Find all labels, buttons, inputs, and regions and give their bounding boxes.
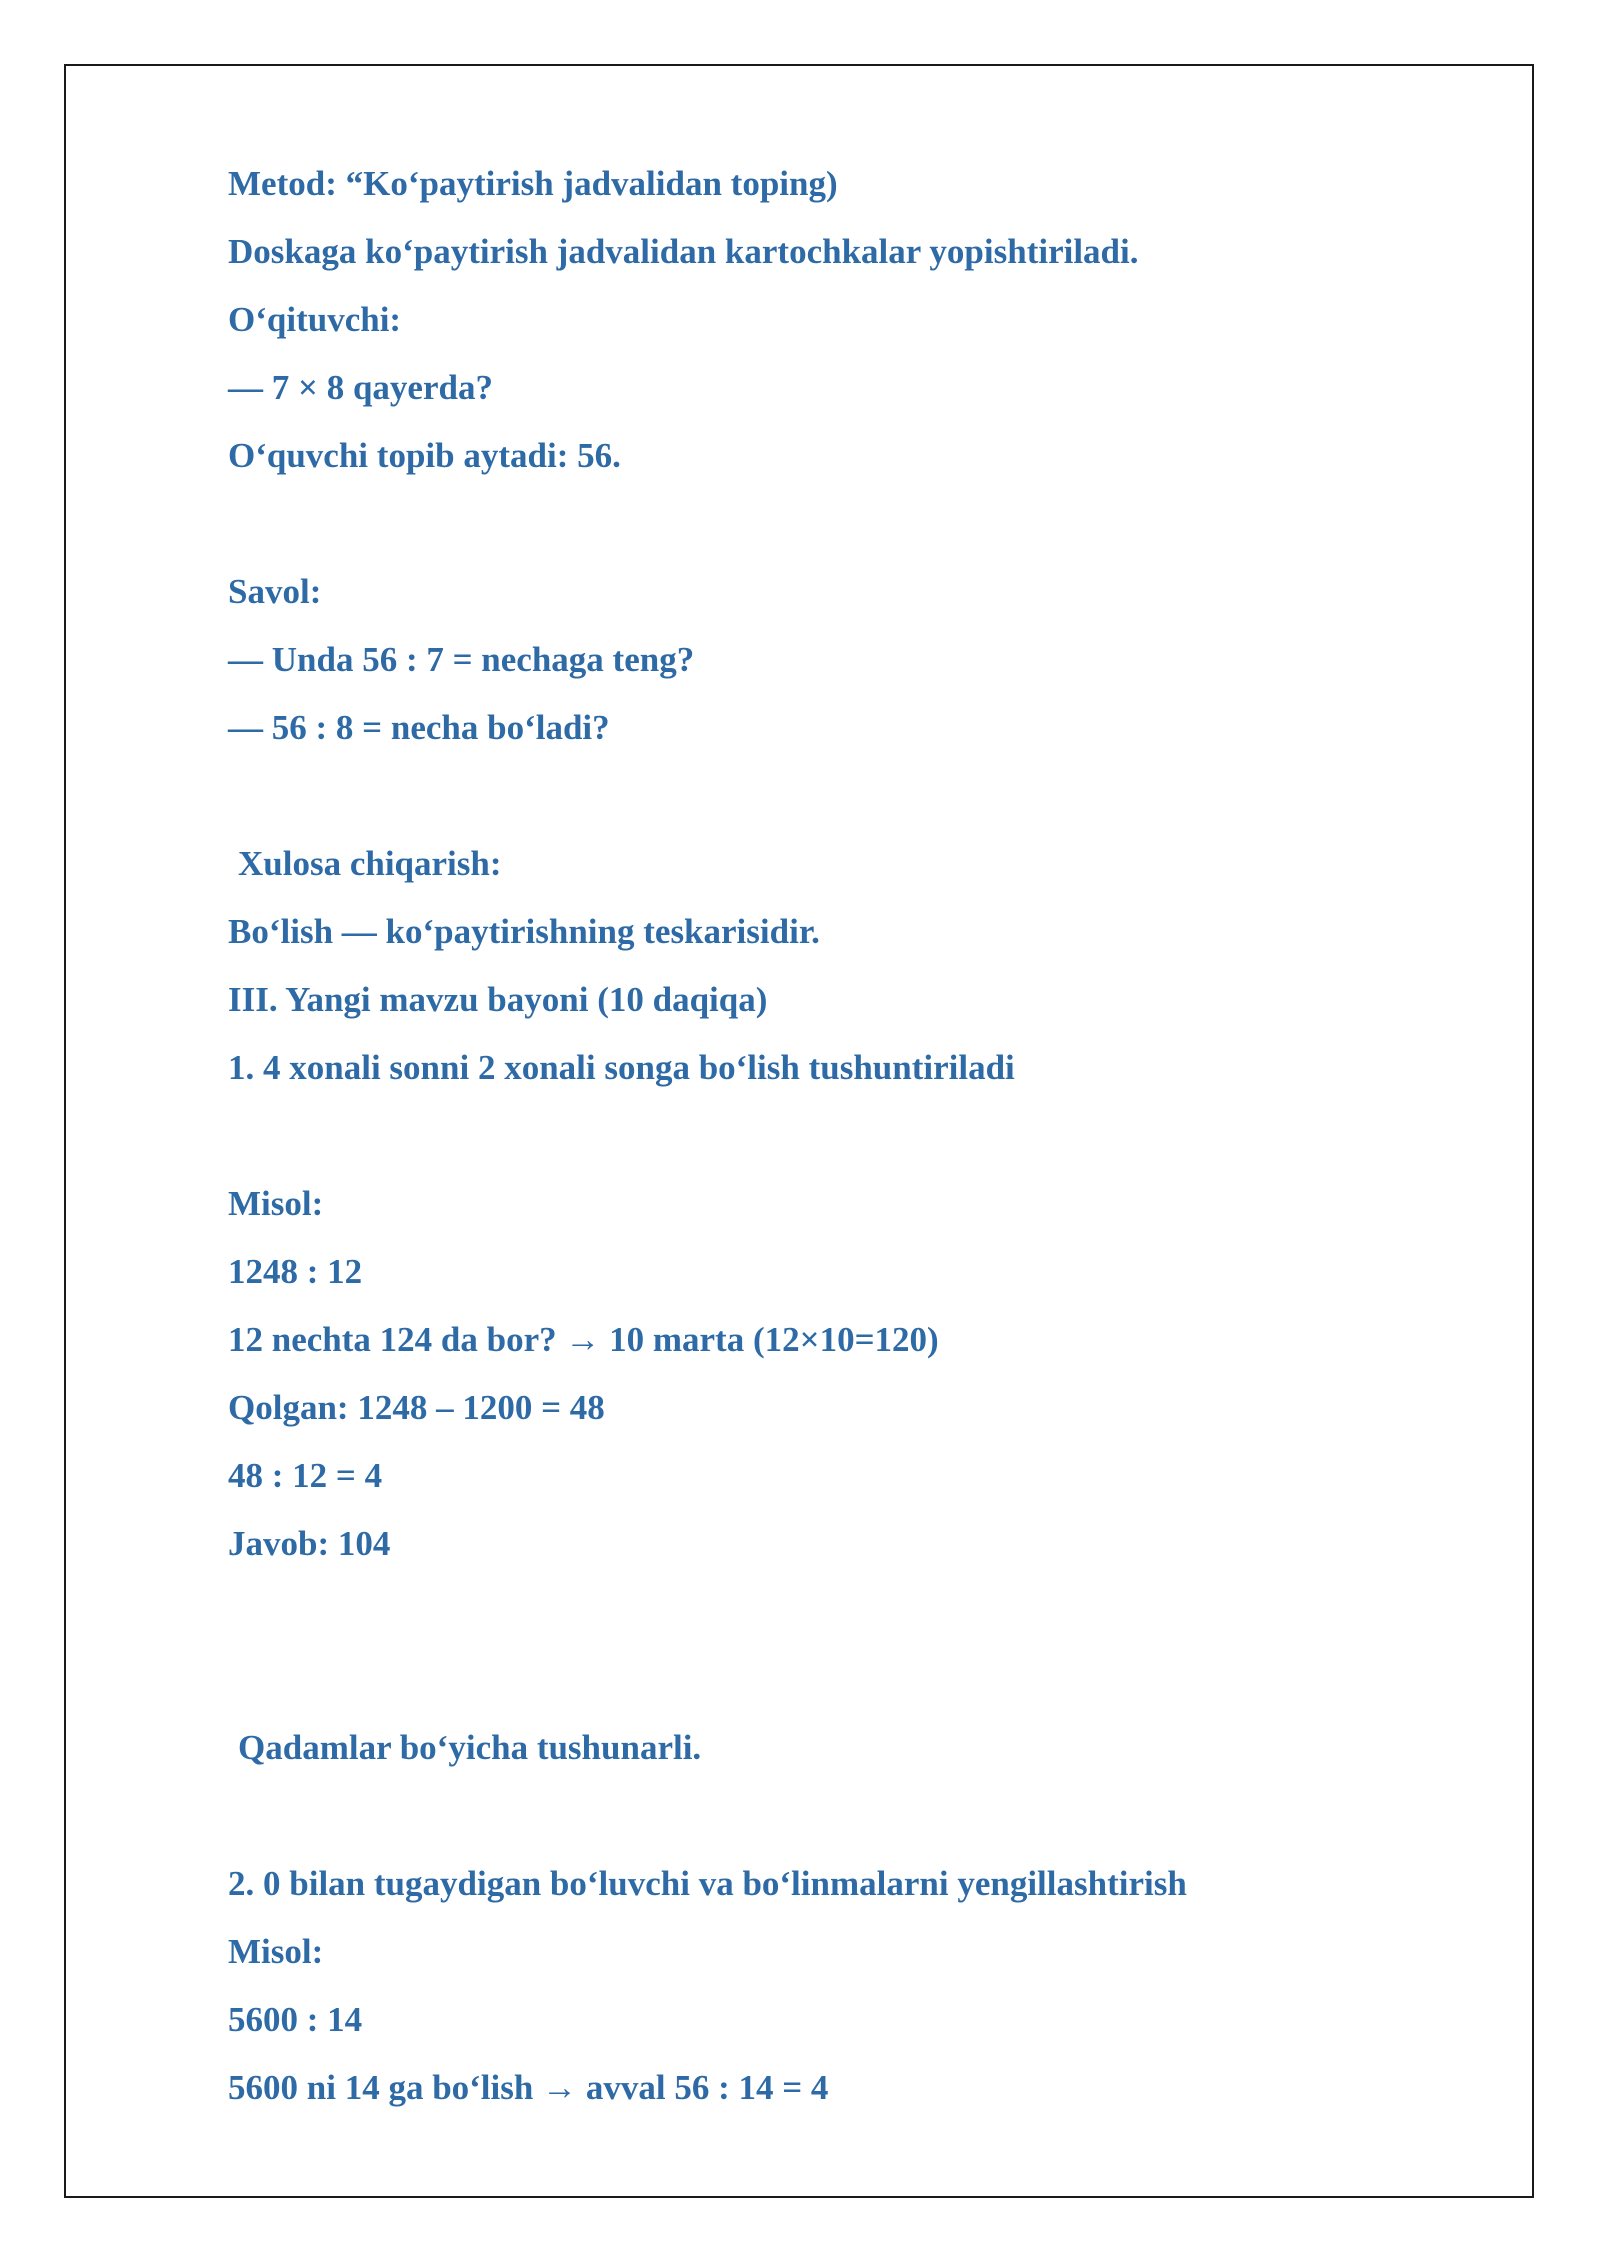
math-line: 12 nechta 124 da bor? → 10 marta (12×10=120) (228, 1320, 939, 1359)
paragraph: Bo‘lish — ko‘paytirishning teskarisidir. (228, 912, 820, 951)
dialogue-line: — 56 : 8 = necha bo‘ladi? (228, 708, 610, 747)
section-label: Misol: (228, 1184, 324, 1223)
dialogue-line: — 7 × 8 qayerda? (228, 368, 493, 407)
section-label: Xulosa chiqarish: (238, 844, 502, 883)
math-line: 1248 : 12 (228, 1252, 363, 1291)
speaker-label: O‘qituvchi: (228, 300, 402, 339)
paragraph: Qadamlar bo‘yicha tushunarli. (238, 1728, 702, 1767)
section-label: Savol: (228, 572, 322, 611)
math-line: Javob: 104 (228, 1524, 391, 1563)
section-heading: III. Yangi mavzu bayoni (10 daqiqa) (228, 980, 768, 1019)
numbered-item: 1. 4 xonali sonni 2 xonali songa bo‘lish tushuntiriladi (228, 1048, 1015, 1087)
document-body (228, 150, 1428, 2122)
method-heading: Metod: “Ko‘paytirish jadvalidan toping) (228, 164, 838, 203)
paragraph: O‘quvchi topib aytadi: 56. (228, 436, 621, 475)
blank-line (228, 1782, 1428, 1850)
blank-line (228, 1578, 1428, 1646)
blank-line (228, 1102, 1428, 1170)
section-label: Misol: (228, 1932, 324, 1971)
blank-line (228, 762, 1428, 830)
math-line: 5600 : 14 (228, 2000, 363, 2039)
numbered-item: 2. 0 bilan tugaydigan bo‘luvchi va bo‘linmalarni yengillashtirish (228, 1864, 1187, 1903)
math-line: Qolgan: 1248 – 1200 = 48 (228, 1388, 605, 1427)
paragraph: Doskaga ko‘paytirish jadvalidan kartochkalar yopishtiriladi. (228, 232, 1139, 271)
blank-line (228, 1646, 1428, 1714)
blank-line (228, 490, 1428, 558)
dialogue-line: — Unda 56 : 7 = nechaga teng? (228, 640, 695, 679)
math-line: 48 : 12 = 4 (228, 1456, 383, 1495)
math-line: 5600 ni 14 ga bo‘lish → avval 56 : 14 = 4 (228, 2068, 829, 2107)
